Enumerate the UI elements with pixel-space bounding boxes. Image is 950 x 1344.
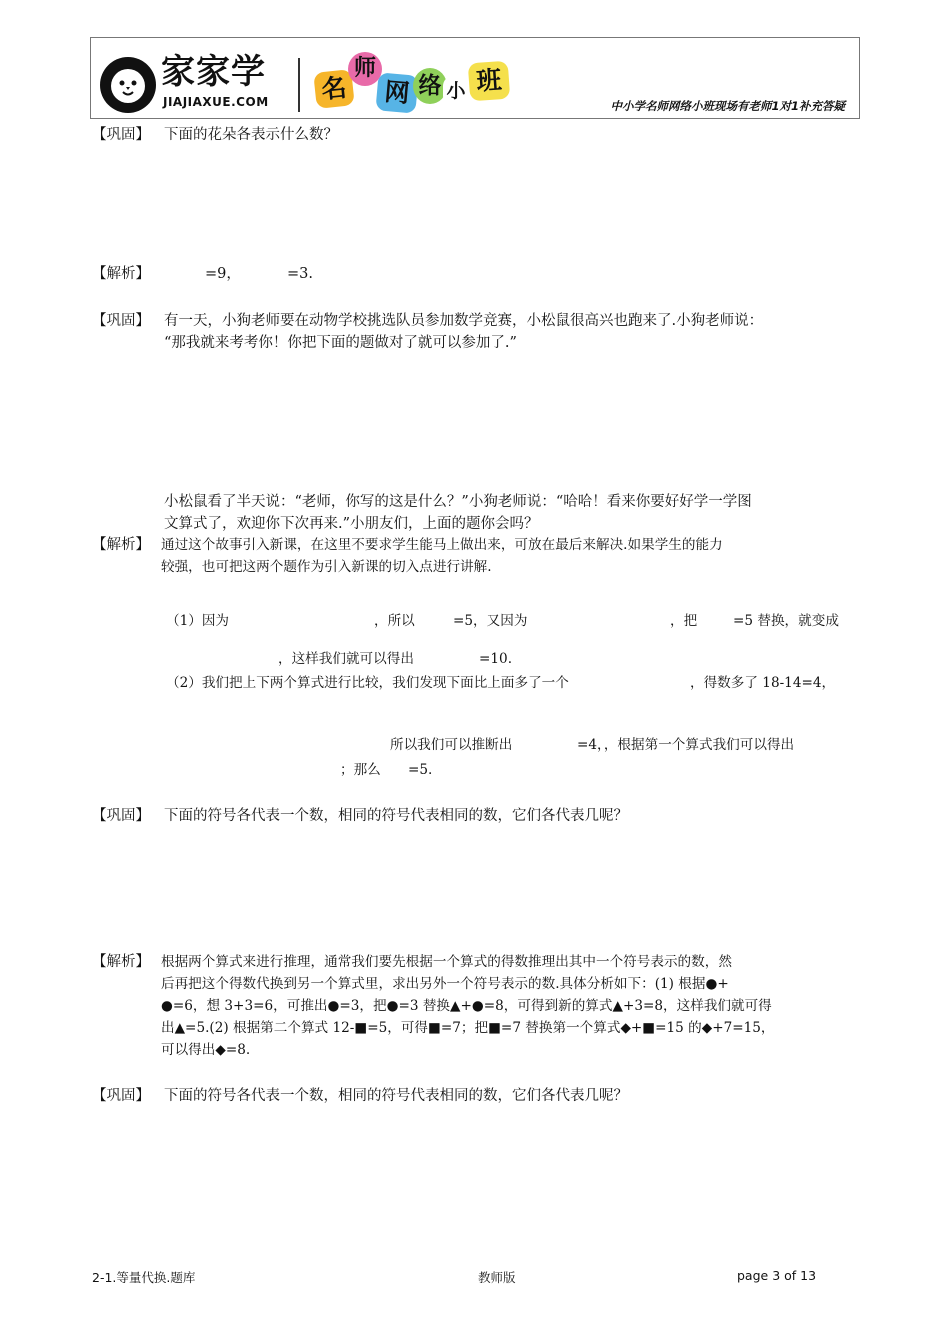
analysis-label: 【解析】 bbox=[92, 954, 150, 970]
tag-char: 班 bbox=[468, 61, 511, 102]
q2-part2-a: （2）我们把上下两个算式进行比较，我们发现下面比上面多了一个 bbox=[166, 675, 569, 691]
q2-part1-f: ，这样我们就可以得出 bbox=[278, 651, 414, 667]
consolidate-label: 【巩固】 bbox=[92, 808, 150, 824]
q2-story-line1: 有一天，小狗老师要在动物学校挑选队员参加数学竞赛，小松鼠很高兴也跑来了.小狗老师说： bbox=[164, 313, 764, 329]
lion-logo-icon bbox=[99, 56, 157, 114]
q2-analysis-line1: 通过这个故事引入新课，在这里不要求学生能马上做出来，可放在最后来解决.如果学生的能力 bbox=[161, 537, 723, 553]
q1-answer-a: =9， bbox=[205, 266, 241, 282]
tag-char: 络 bbox=[413, 68, 447, 104]
footer-page-number: page 3 of 13 bbox=[737, 1268, 817, 1283]
q2-part2-e: ；那么 bbox=[340, 762, 381, 778]
q2-part1-g: =10. bbox=[479, 651, 513, 667]
q2-story-line4: 文算式了，欢迎你下次再来.”小朋友们，上面的题你会吗？ bbox=[164, 516, 539, 532]
tag-char: 师 bbox=[348, 52, 382, 86]
tag-char: 名 bbox=[313, 69, 355, 109]
footer-edition: 教师版 bbox=[478, 1270, 516, 1285]
q2-part1-a: （1）因为 bbox=[166, 613, 230, 629]
q2-part1-c: =5，又因为 bbox=[453, 613, 528, 629]
q1-answer-b: =3. bbox=[287, 266, 313, 282]
q3-analysis-line2: 后再把这个得数代换到另一个算式里，求出另外一个符号表示的数.具体分析如下：(1) 根据●+ bbox=[161, 976, 729, 992]
q3-analysis-line3: ●=6，想 3+3=6，可推出●=3，把●=3 替换▲+●=8，可得到新的算式▲+3=8，这样我们就可得 bbox=[161, 998, 772, 1014]
q2-analysis-line2: 较强，也可把这两个题作为引入新课的切入点进行讲解. bbox=[161, 559, 492, 575]
q2-part2-c: 所以我们可以推断出 bbox=[390, 737, 513, 753]
consolidate-label: 【巩固】 bbox=[92, 127, 150, 143]
q3-analysis-line1: 根据两个算式来进行推理，通常我们要先根据一个算式的得数推理出其中一个符号表示的数，然 bbox=[161, 954, 732, 970]
analysis-label: 【解析】 bbox=[92, 537, 150, 553]
q2-part1-b: ，所以 bbox=[374, 613, 415, 629]
q3-question: 下面的符号各代表一个数，相同的符号代表相同的数，它们各代表几呢？ bbox=[164, 808, 628, 824]
q2-part2-d: =4，，根据第一个算式我们可以得出 bbox=[577, 737, 795, 753]
brand-domain: JIAJIAXUE.COM bbox=[163, 95, 269, 109]
brand-divider bbox=[298, 58, 300, 112]
q2-part1-d: ，把 bbox=[670, 613, 698, 629]
q2-story-line2: “那我就来考考你！你把下面的题做对了就可以参加了.” bbox=[164, 335, 517, 351]
consolidate-label: 【巩固】 bbox=[92, 1088, 150, 1104]
q2-part2-f: =5. bbox=[408, 762, 433, 778]
brand-name: 家家学 bbox=[161, 52, 266, 92]
tag-char: 网 bbox=[375, 72, 418, 113]
q2-part2-b: ，得数多了 18-14=4， bbox=[690, 675, 836, 691]
header-slogan: 中小学名师网络小班现场有老师1对1补充答疑 bbox=[610, 99, 845, 113]
q3-analysis-line5: 可以得出◆=8. bbox=[161, 1042, 251, 1058]
q2-story-line3: 小松鼠看了半天说：“老师，你写的这是什么？”小狗老师说：“哈哈！看来你要好好学一学图 bbox=[164, 494, 752, 510]
analysis-label: 【解析】 bbox=[92, 266, 150, 282]
q4-question: 下面的符号各代表一个数，相同的符号代表相同的数，它们各代表几呢？ bbox=[164, 1088, 628, 1104]
footer-doc-title: 2-1.等量代换.题库 bbox=[92, 1270, 196, 1285]
q1-question: 下面的花朵各表示什么数？ bbox=[164, 127, 338, 143]
consolidate-label: 【巩固】 bbox=[92, 313, 150, 329]
tag-char: 小 bbox=[443, 76, 469, 106]
header-banner bbox=[90, 37, 860, 119]
q2-part1-e: =5 替换，就变成 bbox=[733, 613, 839, 629]
q3-analysis-line4: 出▲=5.(2) 根据第二个算式 12-■=5，可得■=7；把■=7 替换第一个算式◆+■=15 的◆+7=15， bbox=[161, 1020, 775, 1036]
